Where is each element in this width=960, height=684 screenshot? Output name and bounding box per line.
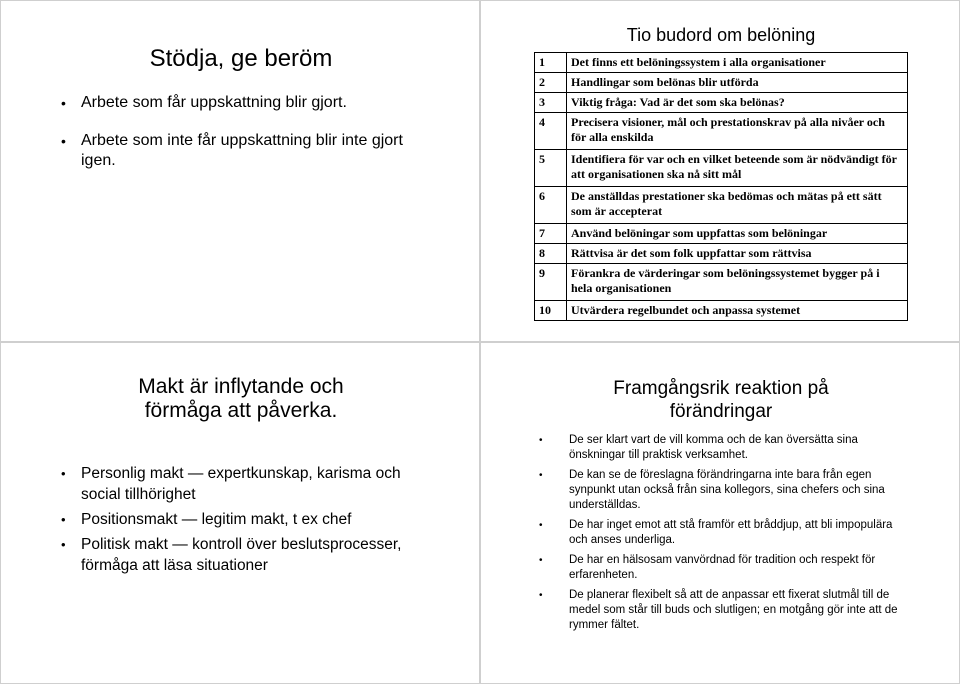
- row-number: 4: [535, 113, 567, 150]
- list-item: • De planerar flexibelt så att de anpassar ett fixerat slutmål till de medel som står till buds och slutligen; en motgång gör inte att de rymmer fältet.: [539, 589, 898, 631]
- row-text: De anställdas prestationer ska bedömas och mätas på ett sätt som är accepterat: [567, 187, 908, 224]
- bullet-list: [539, 433, 899, 638]
- row-number: 3: [535, 93, 567, 113]
- bullet-icon: •: [539, 520, 543, 531]
- table-row: [535, 53, 908, 73]
- slide-framgangsrik-reaktion: [480, 342, 960, 684]
- row-number: 6: [535, 187, 567, 224]
- list-item: • De har inget emot att stå framför ett bråddjup, att bli impopulära och anses underliga.: [539, 519, 893, 546]
- list-item: • Personlig makt — expertkunskap, karisma och social tillhörighet: [61, 465, 401, 503]
- slide-makt: [0, 342, 480, 684]
- bullet-icon: •: [539, 435, 543, 446]
- table-row: [535, 224, 908, 244]
- table-row: [535, 264, 908, 301]
- list-item: • Arbete som inte får uppskattning blir inte gjort igen.: [61, 132, 403, 169]
- table-row: [535, 93, 908, 113]
- bullet-icon: •: [61, 133, 66, 149]
- bullet-list: [61, 93, 421, 189]
- table-row: [535, 113, 908, 150]
- row-number: 5: [535, 150, 567, 187]
- row-text: Använd belöningar som uppfattas som belöningar: [567, 224, 908, 244]
- row-text: Förankra de värderingar som belöningssystemet bygger på i hela organisationen: [567, 264, 908, 301]
- row-text: Handlingar som belönas blir utförda: [567, 73, 908, 93]
- row-number: 2: [535, 73, 567, 93]
- row-text: Identifiera för var och en vilket beteende som är nödvändigt för att organisationen ska nå sitt mål: [567, 150, 908, 187]
- row-text: Utvärdera regelbundet och anpassa systemet: [567, 301, 908, 321]
- bullet-list: [61, 463, 421, 580]
- table-row: [535, 73, 908, 93]
- slide-title: Tio budord om belöning: [626, 25, 816, 45]
- row-text: Viktig fråga: Vad är det som ska belönas?: [567, 93, 908, 113]
- slide-title: Stödja, ge beröm: [149, 45, 333, 72]
- slide-title-line: Makt är inflytande och: [138, 375, 344, 398]
- table-row: [535, 150, 908, 187]
- list-item: • Politisk makt — kontroll över beslutsprocesser, förmåga att läsa situationer: [61, 536, 402, 574]
- list-item: • De ser klart vart de vill komma och de kan översätta sina önskningar till praktisk verksamhet.: [539, 434, 858, 461]
- table-row: [535, 301, 908, 321]
- list-item: • Positionsmakt — legitim makt, t ex chef: [61, 511, 352, 528]
- row-number: 1: [535, 53, 567, 73]
- slide-title-line: förändringar: [669, 401, 773, 422]
- row-text: Rättvisa är det som folk uppfattar som rättvisa: [567, 244, 908, 264]
- bullet-icon: •: [61, 95, 66, 111]
- slide-stodja-ge-berom: [0, 0, 480, 342]
- slide-tio-budord: [480, 0, 960, 342]
- row-number: 10: [535, 301, 567, 321]
- bullet-icon: •: [539, 555, 543, 566]
- slide-title-line: förmåga att påverka.: [144, 399, 338, 422]
- list-item: • De har en hälsosam vanvördnad för tradition och respekt för erfarenheten.: [539, 554, 876, 581]
- row-number: 7: [535, 224, 567, 244]
- bullet-icon: •: [61, 466, 66, 481]
- slide-title-line: Framgångsrik reaktion på: [613, 378, 829, 399]
- bullet-icon: •: [61, 537, 66, 552]
- slide-title: [1, 375, 480, 423]
- bullet-icon: •: [61, 512, 66, 527]
- bullet-icon: •: [539, 590, 543, 601]
- list-item: • De kan se de föreslagna förändringarna inte bara från egen synpunkt utan också från sina kollegors, sina chefers och sina underställdas.: [539, 469, 885, 511]
- table-row: [535, 244, 908, 264]
- slide-title: [481, 377, 960, 423]
- row-number: 8: [535, 244, 567, 264]
- budord-table: [534, 52, 908, 321]
- table-row: [535, 187, 908, 224]
- row-text: Det finns ett belöningssystem i alla organisationer: [567, 53, 908, 73]
- list-item: • Arbete som får uppskattning blir gjort.: [61, 94, 347, 111]
- row-number: 9: [535, 264, 567, 301]
- row-text: Precisera visioner, mål och prestationskrav på alla nivåer och för alla enskilda: [567, 113, 908, 150]
- bullet-icon: •: [539, 470, 543, 481]
